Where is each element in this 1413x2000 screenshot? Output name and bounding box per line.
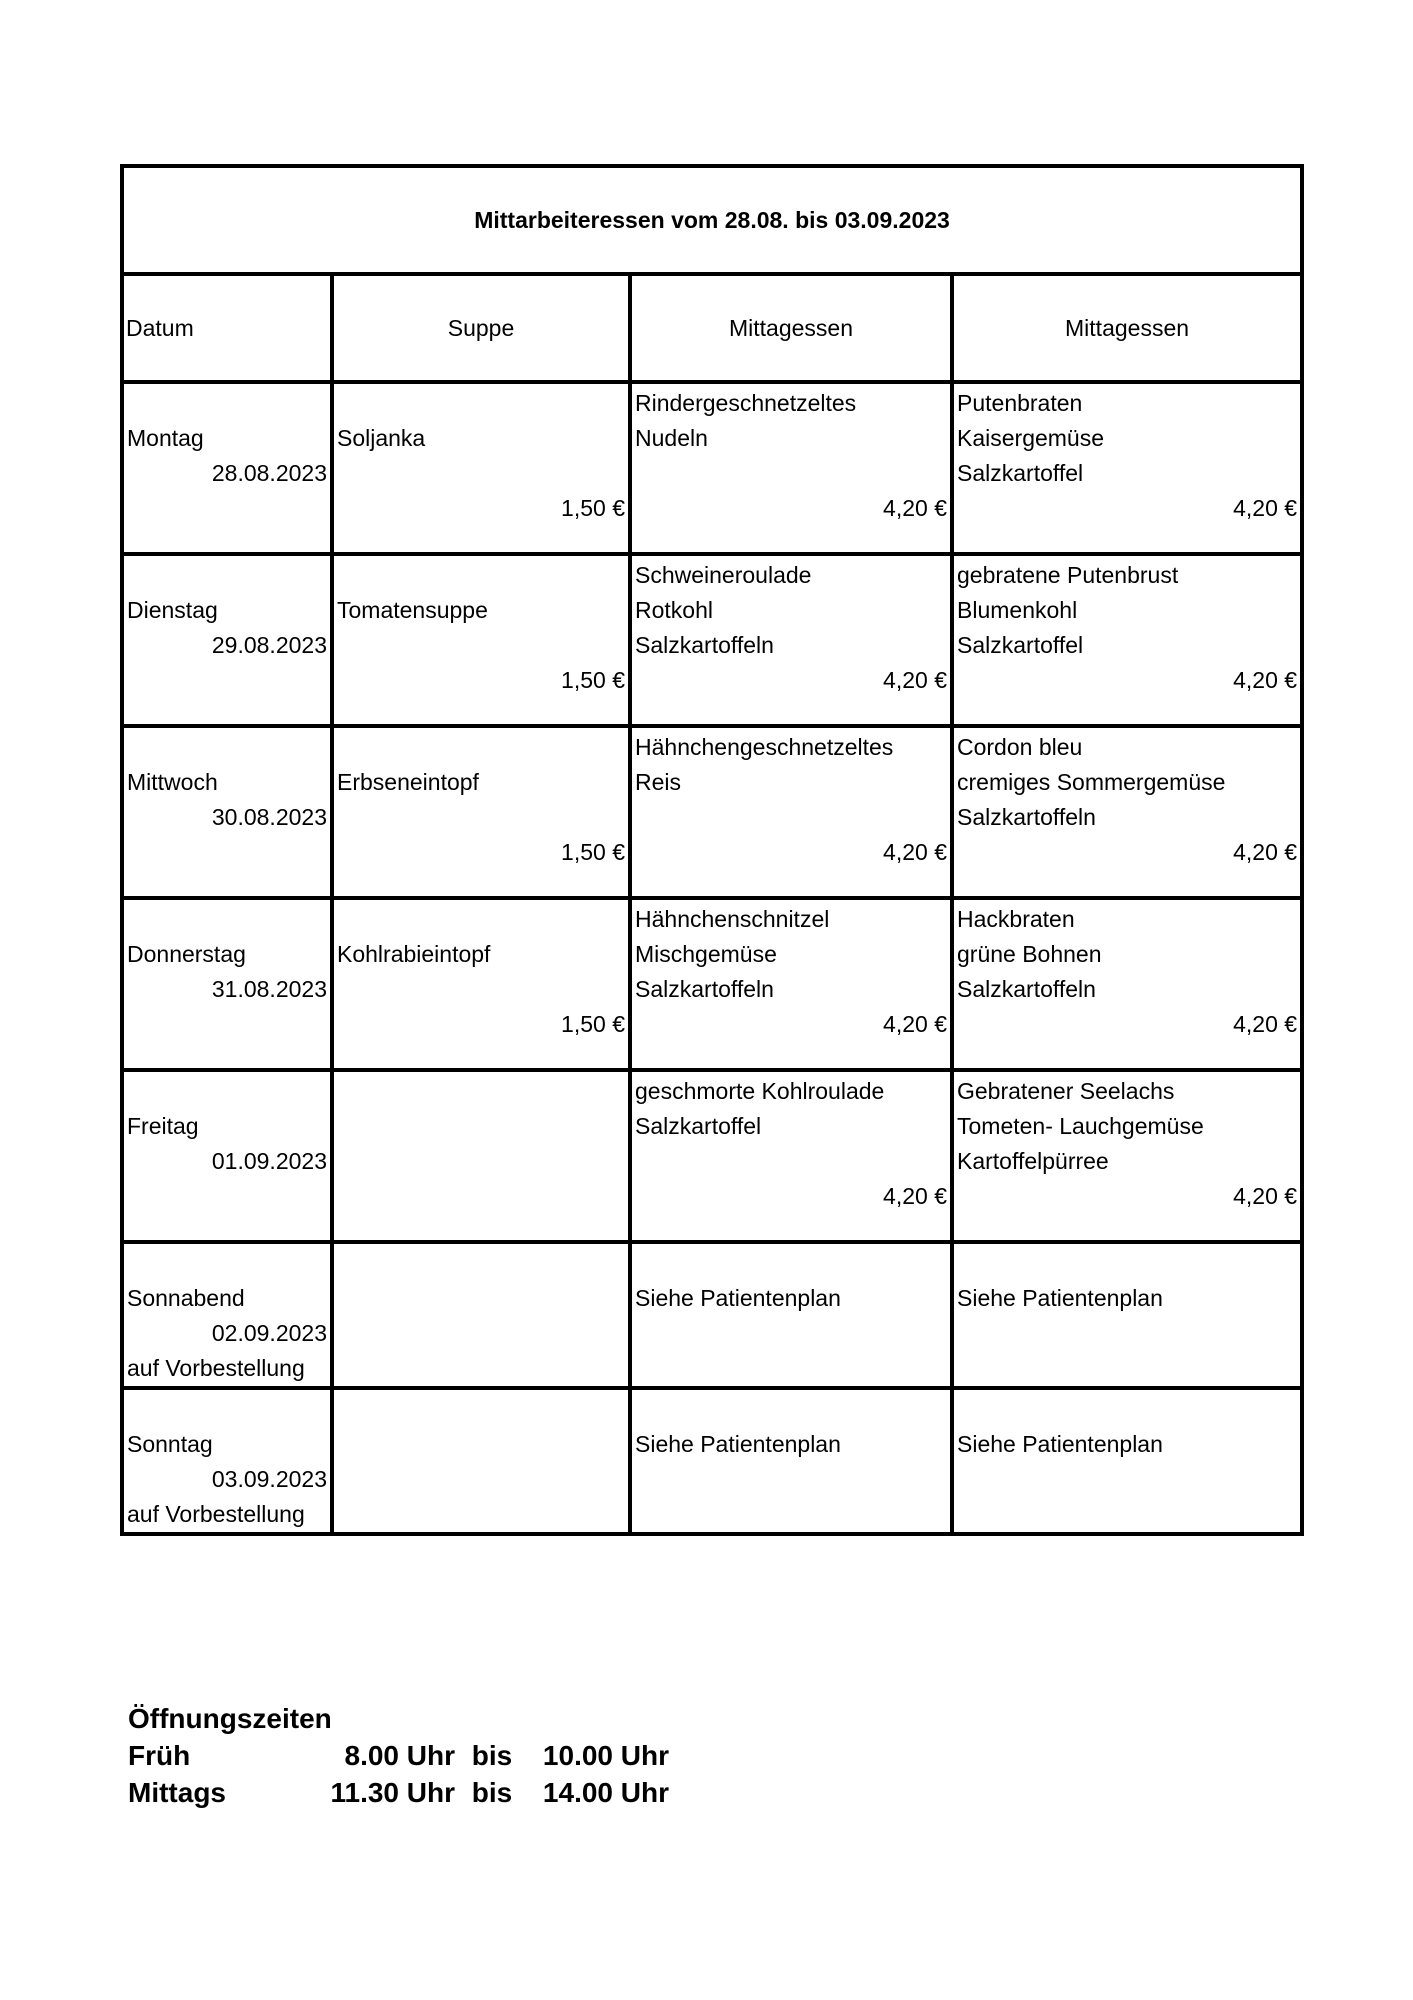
meal-line: Kaisergemüse	[957, 425, 1105, 451]
day-date: 02.09.2023	[211, 1320, 327, 1346]
soup-cell	[332, 898, 630, 1070]
meal2-cell	[952, 1242, 1302, 1388]
table-row	[122, 898, 1302, 1070]
meal2-cell	[952, 726, 1302, 898]
meal-price: 4,20 €	[1233, 1011, 1298, 1037]
meal-price: 4,20 €	[883, 1011, 947, 1037]
table-row	[122, 554, 1302, 726]
soup-cell	[332, 726, 630, 898]
meal-price: 4,20 €	[1233, 667, 1298, 693]
day-date: 01.09.2023	[211, 1148, 327, 1174]
soup-name: Erbseneintopf	[337, 769, 479, 795]
meal-line: Salzkartoffel	[957, 460, 1084, 486]
meal-line: geschmorte Kohlroulade	[635, 1078, 885, 1104]
meal-price: 4,20 €	[1233, 1183, 1298, 1209]
day-cell	[122, 554, 332, 726]
day-name: Donnerstag	[127, 941, 246, 967]
meal-line: Schweineroulade	[635, 562, 812, 588]
day-name: Mittwoch	[127, 769, 218, 795]
meal-line: Kartoffelpürree	[957, 1148, 1109, 1174]
day-cell	[122, 726, 332, 898]
meal-line: Mischgemüse	[635, 941, 777, 967]
meal-price: 4,20 €	[1233, 839, 1298, 865]
soup-cell	[332, 1242, 630, 1388]
meal-line: Rotkohl	[635, 597, 713, 623]
meal-line: Siehe Patientenplan	[957, 1431, 1163, 1457]
day-date: 28.08.2023	[211, 460, 327, 486]
day-date: 03.09.2023	[211, 1466, 327, 1492]
meal-line: Tometen- Lauchgemüse	[957, 1113, 1204, 1139]
opening-hours-sep: bis	[471, 1777, 513, 1808]
header-datum: Datum	[122, 274, 332, 382]
meal-line: Siehe Patientenplan	[635, 1431, 841, 1457]
soup-name: Soljanka	[337, 425, 426, 451]
opening-hours-to: 10.00 Uhr	[542, 1740, 669, 1771]
meal2-cell	[952, 1070, 1302, 1242]
meal2-cell	[952, 382, 1302, 554]
meal1-cell	[630, 1070, 952, 1242]
meal-line: Blumenkohl	[957, 597, 1078, 623]
meal-price: 4,20 €	[1233, 495, 1298, 521]
meal2-cell	[952, 1388, 1302, 1534]
table-row	[122, 726, 1302, 898]
table-row	[122, 1242, 1302, 1388]
meal-price: 4,20 €	[883, 839, 947, 865]
meal-line: Hackbraten	[957, 906, 1075, 932]
meal1-cell	[630, 1388, 952, 1534]
opening-hours-row	[128, 1774, 669, 1811]
soup-price: 1,50 €	[561, 839, 625, 865]
meal-price: 4,20 €	[883, 495, 947, 521]
soup-name: Kohlrabieintopf	[337, 941, 491, 967]
meal1-cell	[630, 898, 952, 1070]
menu-title: Mittarbeiteressen vom 28.08. bis 03.09.2023	[122, 166, 1302, 274]
meal-line: Nudeln	[635, 425, 708, 451]
soup-price: 1,50 €	[561, 667, 625, 693]
day-name: Montag	[127, 425, 204, 451]
day-note: auf Vorbestellung	[127, 1501, 305, 1527]
meal-line: Reis	[635, 769, 682, 795]
opening-hours-from: 11.30 Uhr	[330, 1777, 455, 1808]
meal-line: Salzkartoffeln	[957, 976, 1096, 1002]
day-name: Sonnabend	[127, 1285, 245, 1311]
meal1-cell	[630, 554, 952, 726]
day-date: 29.08.2023	[211, 632, 327, 658]
day-name: Sonntag	[127, 1431, 213, 1457]
day-cell	[122, 1388, 332, 1534]
header-suppe: Suppe	[332, 274, 630, 382]
meal-line: gebratene Putenbrust	[957, 562, 1179, 588]
soup-cell	[332, 382, 630, 554]
meal-line: Salzkartoffel	[635, 1113, 762, 1139]
opening-hours-to: 14.00 Uhr	[542, 1777, 669, 1808]
meal1-cell	[630, 1242, 952, 1388]
day-cell	[122, 1070, 332, 1242]
day-date: 30.08.2023	[211, 804, 327, 830]
opening-hours-label: Früh	[128, 1740, 191, 1771]
opening-hours-from: 8.00 Uhr	[344, 1740, 455, 1771]
soup-name: Tomatensuppe	[337, 597, 488, 623]
soup-price: 1,50 €	[561, 495, 625, 521]
meal2-cell	[952, 898, 1302, 1070]
meal-line: Hähnchenschnitzel	[635, 906, 830, 932]
day-cell	[122, 898, 332, 1070]
meal-line: Salzkartoffeln	[957, 804, 1096, 830]
meal-line: Siehe Patientenplan	[957, 1285, 1163, 1311]
meal-line: Salzkartoffeln	[635, 632, 774, 658]
day-cell	[122, 1242, 332, 1388]
opening-hours-sep: bis	[471, 1740, 513, 1771]
soup-cell	[332, 1388, 630, 1534]
meal-line: grüne Bohnen	[957, 941, 1102, 967]
meal-line: Siehe Patientenplan	[635, 1285, 841, 1311]
meal-line: Putenbraten	[957, 390, 1083, 416]
meal-price: 4,20 €	[883, 1183, 947, 1209]
meal-line: cremiges Sommergemüse	[957, 769, 1226, 795]
soup-price: 1,50 €	[561, 1011, 625, 1037]
opening-hours-label: Mittags	[128, 1777, 226, 1808]
header-mittagessen-1: Mittagessen	[630, 274, 952, 382]
opening-hours	[128, 1700, 669, 1811]
meal1-cell	[630, 382, 952, 554]
meal1-cell	[630, 726, 952, 898]
header-mittagessen-2: Mittagessen	[952, 274, 1302, 382]
meal-line: Salzkartoffeln	[635, 976, 774, 1002]
day-name: Dienstag	[127, 597, 218, 623]
meal-line: Cordon bleu	[957, 734, 1083, 760]
soup-cell	[332, 554, 630, 726]
menu-table	[120, 164, 1304, 1536]
meal-price: 4,20 €	[883, 667, 947, 693]
day-note: auf Vorbestellung	[127, 1355, 305, 1381]
opening-hours-row	[128, 1737, 669, 1774]
day-date: 31.08.2023	[211, 976, 327, 1002]
opening-hours-heading: Öffnungszeiten	[128, 1703, 332, 1734]
meal2-cell	[952, 554, 1302, 726]
table-row	[122, 382, 1302, 554]
meal-line: Salzkartoffel	[957, 632, 1084, 658]
day-name: Freitag	[127, 1113, 199, 1139]
meal-line: Rindergeschnetzeltes	[635, 390, 857, 416]
meal-line: Hähnchengeschnetzeltes	[635, 734, 894, 760]
table-row	[122, 1388, 1302, 1534]
soup-cell	[332, 1070, 630, 1242]
day-cell	[122, 382, 332, 554]
meal-line: Gebratener Seelachs	[957, 1078, 1175, 1104]
table-row	[122, 1070, 1302, 1242]
